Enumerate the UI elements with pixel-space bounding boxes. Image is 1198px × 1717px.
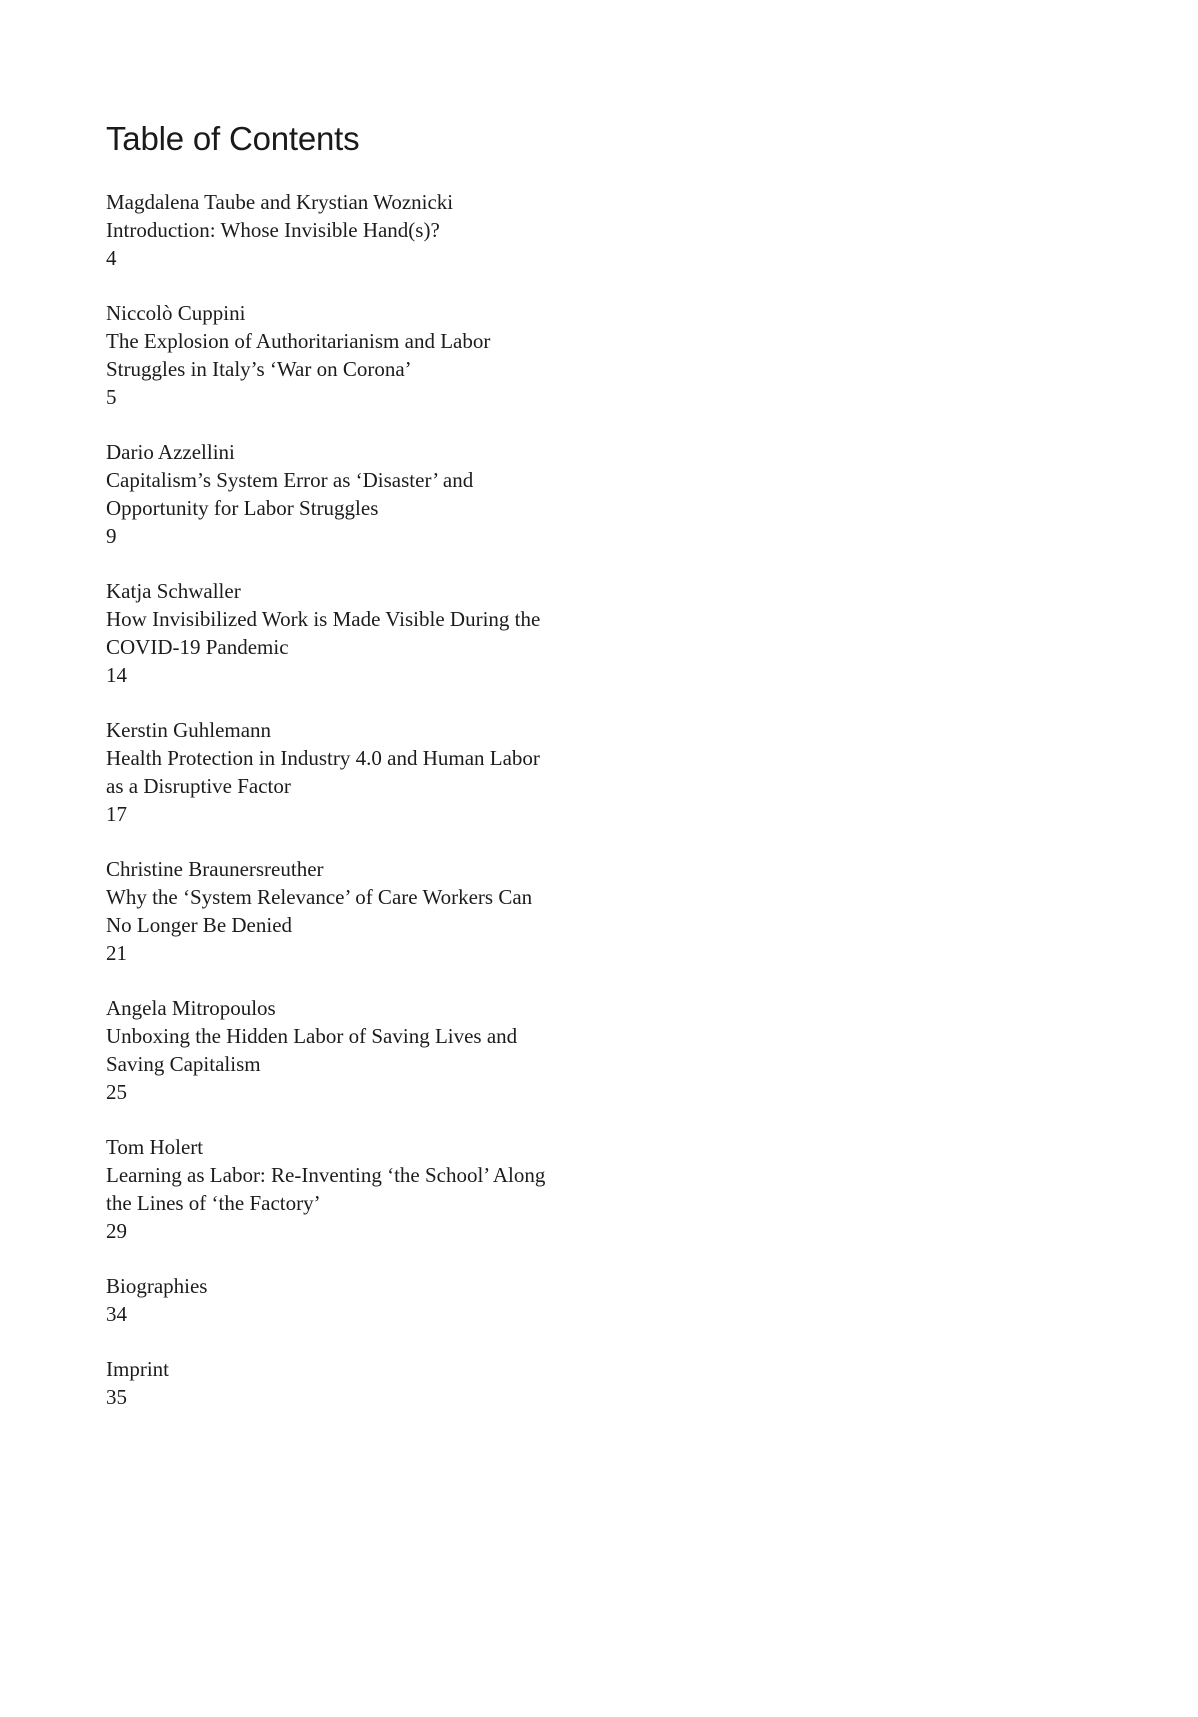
toc-entry-title: Biographies — [106, 1274, 208, 1298]
toc-entry-page-number: 21 — [106, 941, 127, 965]
toc-entry-page-number: 35 — [106, 1385, 127, 1409]
toc-entry-title: Why the ‘System Relevance’ of Care Workers Can — [106, 885, 533, 909]
toc-entry-title: No Longer Be Denied — [106, 913, 293, 937]
toc-entry-page-number: 17 — [106, 802, 127, 826]
toc-entry-title: Imprint — [106, 1357, 169, 1381]
toc-entry — [106, 188, 806, 272]
toc-entry — [106, 299, 806, 411]
toc-entry-title: How Invisibilized Work is Made Visible During the — [106, 607, 541, 631]
toc-entry-title: Learning as Labor: Re-Inventing ‘the School’ Along — [106, 1163, 546, 1187]
toc-entry-title: the Lines of ‘the Factory’ — [106, 1191, 321, 1215]
toc-entry — [106, 855, 806, 967]
toc-entry-page-number: 34 — [106, 1302, 127, 1326]
toc-entry-page-number: 4 — [106, 246, 117, 270]
toc-entry — [106, 438, 806, 550]
toc-list — [106, 188, 806, 1438]
toc-entry-author: Niccolò Cuppini — [106, 301, 246, 325]
toc-entry-author: Angela Mitropoulos — [106, 996, 276, 1020]
toc-entry-title: Introduction: Whose Invisible Hand(s)? — [106, 218, 440, 242]
toc-entry-page-number: 14 — [106, 663, 127, 687]
toc-entry-title: Health Protection in Industry 4.0 and Human Labor — [106, 746, 540, 770]
toc-entry-title: Unboxing the Hidden Labor of Saving Lives and — [106, 1024, 518, 1048]
toc-entry-author: Christine Braunersreuther — [106, 857, 324, 881]
toc-entry-author: Tom Holert — [106, 1135, 204, 1159]
toc-entry-title: Saving Capitalism — [106, 1052, 261, 1076]
toc-entry — [106, 716, 806, 828]
toc-entry — [106, 1133, 806, 1245]
toc-entry-author: Dario Azzellini — [106, 440, 235, 464]
toc-entry-title: Opportunity for Labor Struggles — [106, 496, 379, 520]
toc-entry-title: COVID-19 Pandemic — [106, 635, 289, 659]
toc-entry — [106, 1272, 806, 1328]
toc-entry-title: Struggles in Italy’s ‘War on Corona’ — [106, 357, 412, 381]
toc-entry-author: Magdalena Taube and Krystian Woznicki — [106, 190, 454, 214]
page-title: Table of Contents — [106, 120, 360, 157]
toc-entry-page-number: 9 — [106, 524, 117, 548]
toc-entry-title: as a Disruptive Factor — [106, 774, 291, 798]
toc-entry-author: Kerstin Guhlemann — [106, 718, 272, 742]
toc-entry-title: Capitalism’s System Error as ‘Disaster’ and — [106, 468, 474, 492]
toc-entry-author: Katja Schwaller — [106, 579, 241, 603]
toc-entry — [106, 1355, 806, 1411]
toc-entry — [106, 994, 806, 1106]
toc-entry-page-number: 5 — [106, 385, 117, 409]
toc-entry-page-number: 29 — [106, 1219, 127, 1243]
toc-entry — [106, 577, 806, 689]
toc-entry-page-number: 25 — [106, 1080, 127, 1104]
toc-entry-title: The Explosion of Authoritarianism and Labor — [106, 329, 491, 353]
